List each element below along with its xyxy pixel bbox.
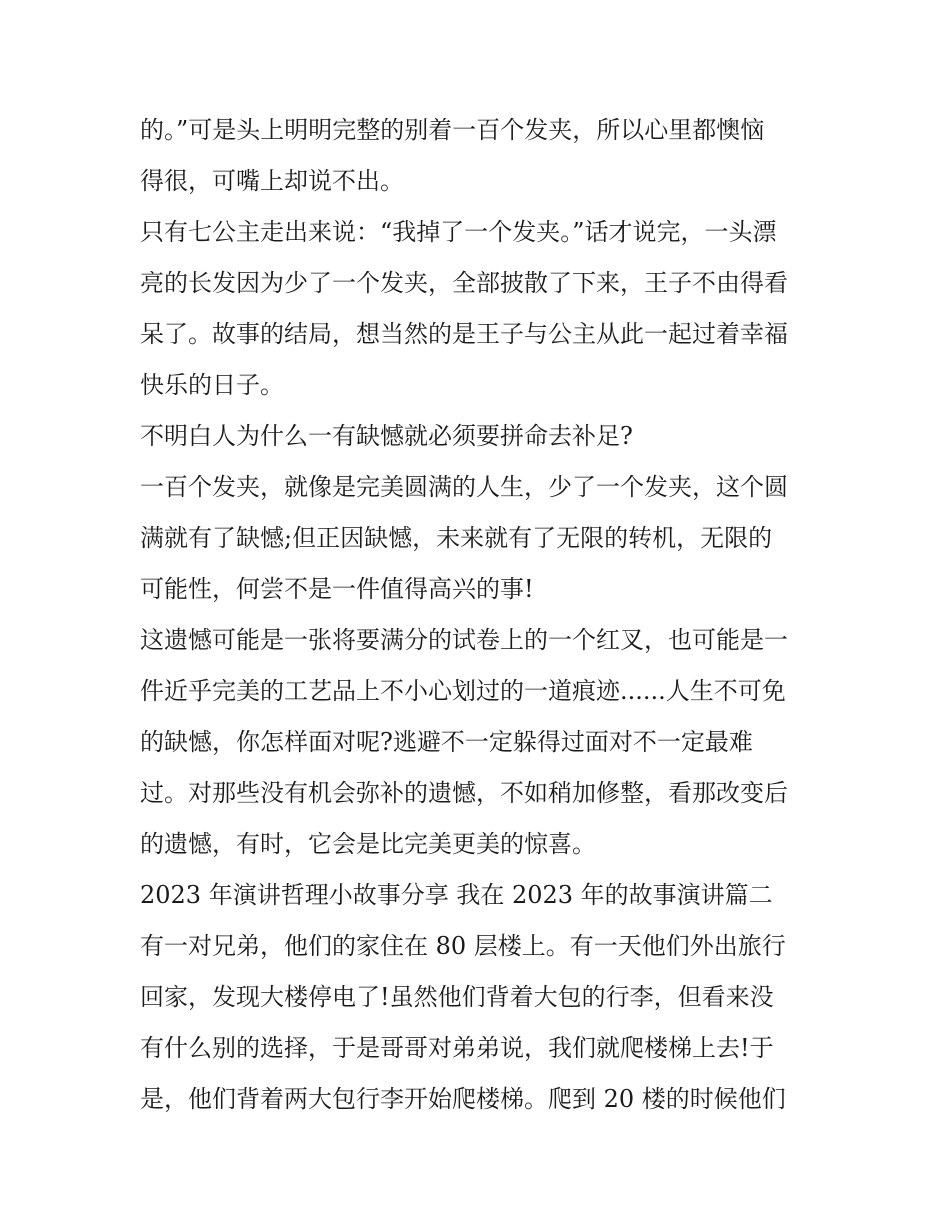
paragraph-line: 的缺憾，你怎样面对呢?逃避不一定躲得过面对不一定最难	[140, 728, 753, 756]
paragraph-line: 件近乎完美的工艺品上不小心划过的一道痕迹......人生不可免	[140, 677, 786, 705]
paragraph-line: 是，他们背着两大包行李开始爬楼梯。爬到 20 楼的时候他们	[140, 1085, 786, 1113]
paragraph-line: 亮的长发因为少了一个发夹，全部披散了下来，王子不由得看	[140, 269, 788, 297]
paragraph-line: 不明白人为什么一有缺憾就必须要拼命去补足?	[140, 422, 633, 450]
paragraph-line: 快乐的日子。	[140, 371, 284, 399]
section-heading: 2023 年演讲哲理小故事分享 我在 2023 年的故事演讲篇二	[140, 881, 773, 909]
paragraph-line: 的。”可是头上明明完整的别着一百个发夹，所以心里都懊恼	[140, 116, 765, 144]
paragraph-line: 满就有了缺憾;但正因缺憾，未来就有了无限的转机，无限的	[140, 524, 773, 552]
paragraph-line: 得很，可嘴上却说不出。	[140, 167, 404, 195]
paragraph-line: 可能性，何尝不是一件值得高兴的事!	[140, 575, 534, 603]
paragraph-line: 有一对兄弟，他们的家住在 80 层楼上。有一天他们外出旅行	[140, 932, 786, 960]
paragraph-line: 有什么别的选择，于是哥哥对弟弟说，我们就爬楼梯上去!于	[140, 1034, 774, 1062]
paragraph-line: 回家，发现大楼停电了!虽然他们背着大包的行李，但看来没	[140, 983, 774, 1011]
paragraph-line: 这遗憾可能是一张将要满分的试卷上的一个红叉，也可能是一	[140, 626, 788, 654]
paragraph-line: 一百个发夹，就像是完美圆满的人生，少了一个发夹，这个圆	[140, 473, 788, 501]
paragraph-line: 的遗憾，有时，它会是比完美更美的惊喜。	[140, 830, 596, 858]
paragraph-line: 呆了。故事的结局，想当然的是王子与公主从此一起过着幸福	[140, 320, 788, 348]
paragraph-line: 只有七公主走出来说：“我掉了一个发夹。”话才说完，一头漂	[140, 218, 777, 246]
paragraph-line: 过。对那些没有机会弥补的遗憾，不如稍加修整，看那改变后	[140, 779, 788, 807]
